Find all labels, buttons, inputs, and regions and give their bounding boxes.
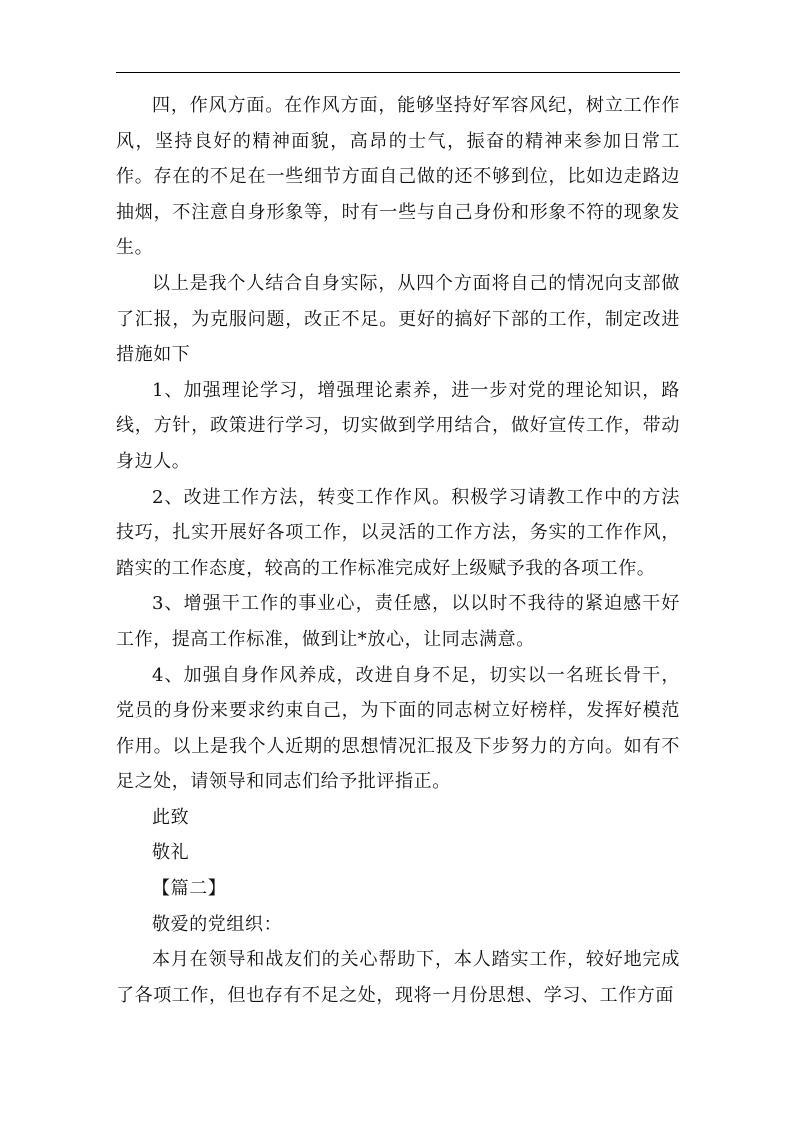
document-body — [116, 88, 680, 1013]
closing-regards: 敬礼 — [152, 842, 190, 864]
header-rule — [116, 72, 680, 73]
closing-salutation: 此致 — [152, 806, 190, 828]
paragraph-measure-3: 3、增强干工作的事业心，责任感，以以时不我待的紧迫感干好工作，提高工作标准，做到让*放心，让同志满意。 — [116, 593, 680, 650]
paragraph-summary: 以上是我个人结合自身实际，从四个方面将自己的情况向支部做了汇报，为克服问题，改正不足。更好的搞好下部的工作，制定改进措施如下 — [116, 272, 680, 366]
greeting: 敬爱的党组织： — [152, 913, 283, 935]
paragraph-intro: 本月在领导和战友们的关心帮助下，本人踏实工作，较好地完成了各项工作，但也存有不足之处，现将一月份思想、学习、工作方面 — [116, 949, 680, 1006]
paragraph-work-style: 四，作风方面。在作风方面，能够坚持好军容风纪，树立工作作风，坚持良好的精神面貌，高昂的士气，振奋的精神来参加日常工作。存在的不足在一些细节方面自己做的还不够到位，比如边走路边抽烟，不注意自身形象等，时有一些与自己身份和形象不符的现象发生。 — [116, 95, 680, 259]
paragraph-measure-1: 1、加强理论学习，增强理论素养，进一步对党的理论知识，路线，方针，政策进行学习，切实做到学用结合，做好宣传工作，带动身边人。 — [116, 379, 680, 472]
paragraph-measure-2: 2、改进工作方法，转变工作作风。积极学习请教工作中的方法技巧，扎实开展好各项工作，以灵活的工作方法，务实的工作作风，踏实的工作态度，较高的工作标准完成好上级赋予我的各项工作。 — [116, 486, 680, 579]
section-heading: 【篇二】 — [152, 878, 227, 900]
paragraph-measure-4: 4、加强自身作风养成，改进自身不足，切实以一名班长骨干，党员的身份来要求约束自己，为下面的同志树立好榜样，发挥好模范作用。以上是我个人近期的思想情况汇报及下步努力的方向。如有不足之处，请领导和同志们给予批评指正。 — [116, 664, 680, 793]
